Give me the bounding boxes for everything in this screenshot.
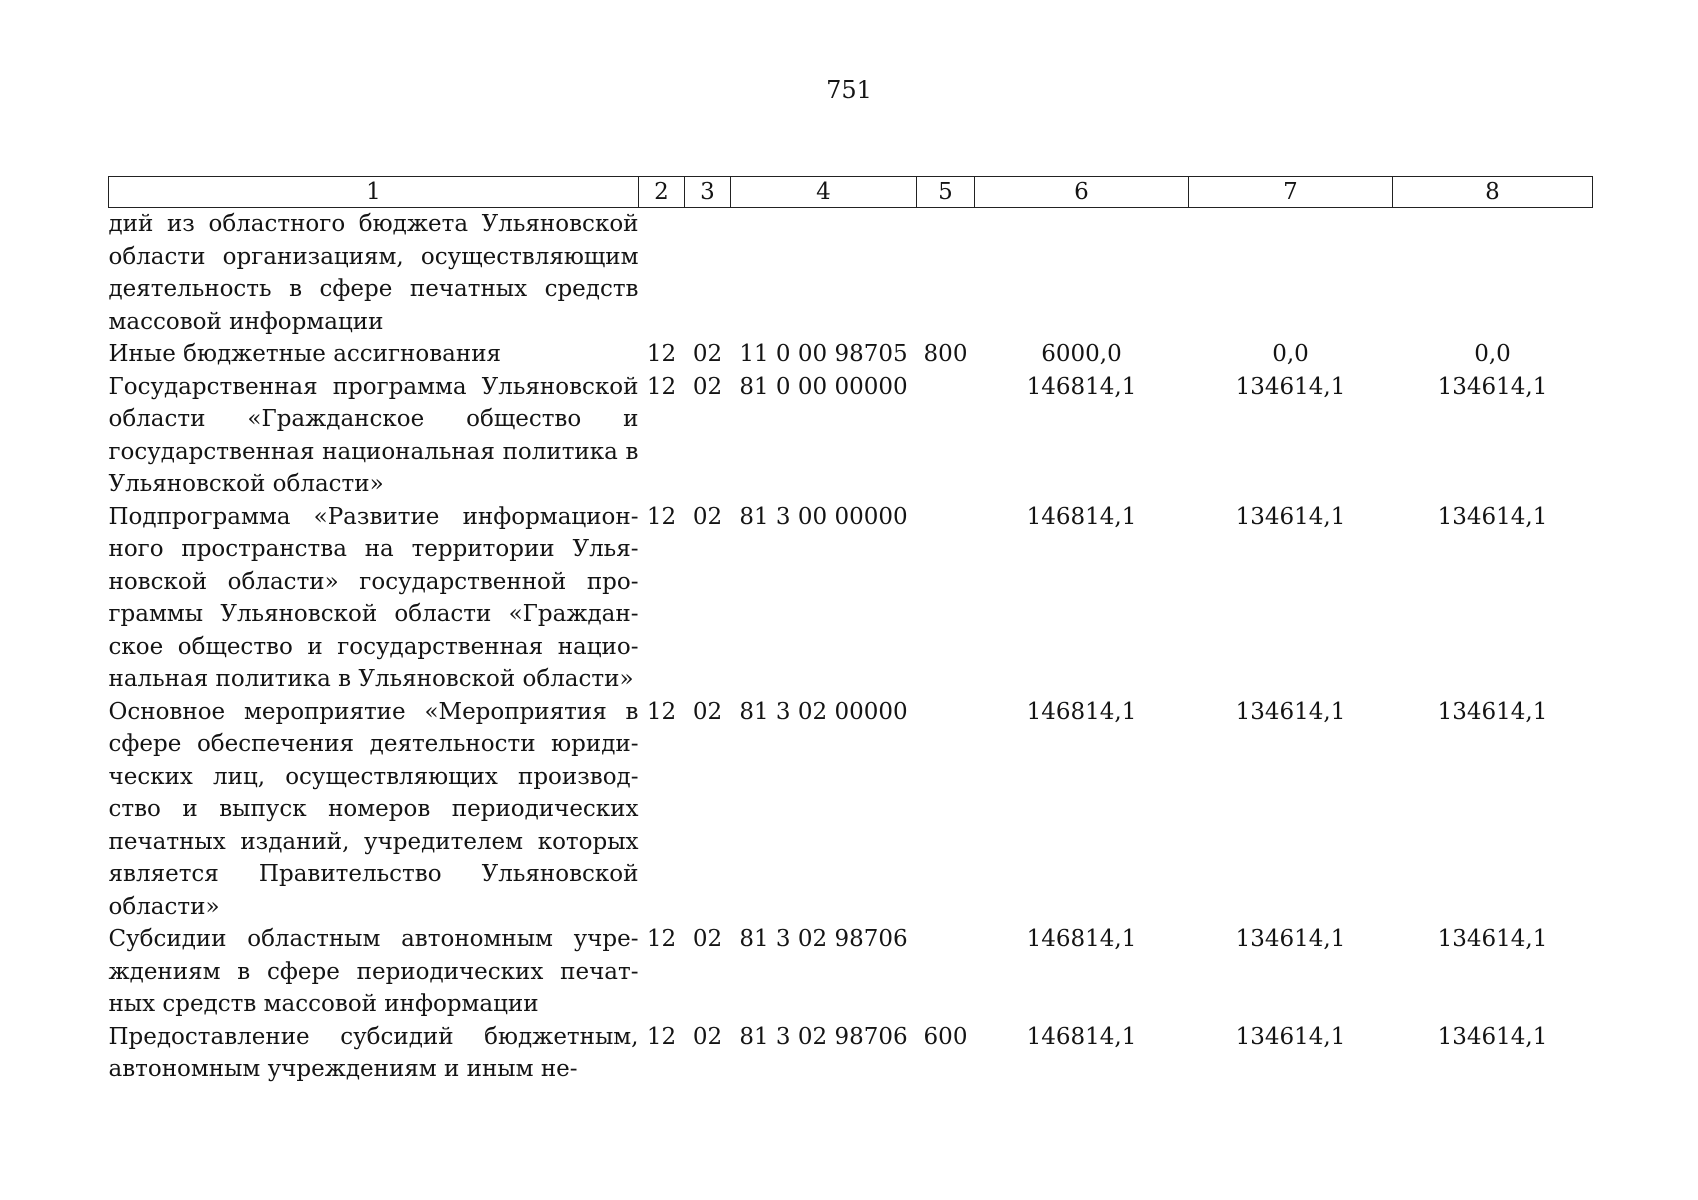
row-amount-year1: 146814,1 [1026, 503, 1137, 530]
row-section: 12 [646, 698, 677, 725]
row-amount-year2: 134614,1 [1235, 926, 1346, 952]
row-subsection: 02 [692, 373, 723, 400]
row-subsection: 02 [692, 341, 723, 367]
row-subsection: 02 [692, 926, 723, 952]
header-col-4: 4 [731, 177, 917, 208]
table-row [109, 338, 1593, 371]
row-expense-type [917, 501, 975, 696]
row-amount-year2: 134614,1 [1235, 1023, 1346, 1050]
row-amount-year3: 134614,1 [1437, 503, 1548, 530]
row-subsection: 02 [692, 698, 723, 725]
row-amount-year1: 146814,1 [1026, 926, 1137, 952]
header-col-1: 1 [109, 177, 639, 208]
row-amount-year2: 0,0 [1272, 341, 1309, 367]
row-target-code: 11 0 00 98705 [739, 341, 908, 367]
header-col-2: 2 [639, 177, 685, 208]
row-amount-year2: 134614,1 [1235, 698, 1346, 725]
row-subsection: 02 [692, 1023, 723, 1050]
row-target-code: 81 3 02 00000 [739, 698, 908, 725]
row-subsection [685, 208, 731, 339]
table-row [109, 371, 1593, 501]
row-amount-year1 [975, 208, 1189, 339]
header-col-7: 7 [1189, 177, 1393, 208]
row-expense-type: 600 [923, 1023, 968, 1050]
header-row [109, 177, 1593, 208]
table-row [109, 923, 1593, 1021]
row-description: Предоставление субсидий бюджетным, автономным учреждениям и иным не- [108, 1023, 639, 1082]
row-expense-type [917, 208, 975, 339]
row-description: Субсидии областным автономным учреждениям в сфере периодических печатных средств массовой информации [108, 926, 639, 1017]
row-subsection: 02 [692, 503, 723, 530]
row-amount-year3: 134614,1 [1437, 926, 1548, 952]
row-target-code: 81 3 02 98706 [739, 1023, 908, 1050]
row-amount-year2: 134614,1 [1235, 503, 1346, 530]
row-expense-type: 800 [923, 341, 968, 367]
row-description: Подпрограмма «Развитие информационного пространства на территории Ульяновской области» государственной программы Ульяновской области «Гражданское общество и государственная национальная политика в Ульяновской области» [108, 503, 639, 692]
row-amount-year3: 134614,1 [1437, 373, 1548, 400]
row-amount-year1: 6000,0 [1041, 341, 1122, 367]
row-amount-year2: 134614,1 [1235, 373, 1346, 400]
row-target-code: 81 0 00 00000 [739, 373, 908, 400]
row-section: 12 [646, 926, 677, 952]
row-amount-year3: 134614,1 [1437, 698, 1548, 725]
row-amount-year3: 134614,1 [1437, 1023, 1548, 1050]
row-description: Иные бюджетные ассигнования [108, 341, 502, 367]
header-col-5: 5 [917, 177, 975, 208]
row-section: 12 [646, 341, 677, 367]
row-target-code: 81 3 02 98706 [739, 926, 908, 952]
row-target-code [731, 208, 917, 339]
row-expense-type [917, 696, 975, 924]
page-number: 751 [826, 76, 872, 104]
row-amount-year1: 146814,1 [1026, 373, 1137, 400]
header-col-3: 3 [685, 177, 731, 208]
header-col-8: 8 [1393, 177, 1593, 208]
row-description: дий из областного бюджета Ульяновской области организациям, осуществляющим деятельность в сфере печатных средств массовой информации [108, 211, 639, 335]
row-amount-year3 [1393, 208, 1593, 339]
row-section [639, 208, 685, 339]
row-description: Основное мероприятие «Мероприятия в сфере обеспечения деятельности юридических лиц, осуществляющих производство и выпуск номеров периодических печатных изданий, учредителем которых является Правительство Ульяновской области» [108, 698, 639, 920]
budget-table [108, 176, 1593, 1086]
row-amount-year1: 146814,1 [1026, 698, 1137, 725]
table-row [109, 501, 1593, 696]
row-target-code: 81 3 00 00000 [739, 503, 908, 530]
row-expense-type [917, 371, 975, 501]
table-row [109, 208, 1593, 339]
row-section: 12 [646, 373, 677, 400]
row-description: Государственная программа Ульяновской области «Гражданское общество и государственная национальная политика в Ульяновской области» [108, 373, 639, 497]
row-section: 12 [646, 503, 677, 530]
header-col-6: 6 [975, 177, 1189, 208]
row-expense-type [917, 923, 975, 1021]
row-amount-year1: 146814,1 [1026, 1023, 1137, 1050]
table-row [109, 696, 1593, 924]
row-amount-year2 [1189, 208, 1393, 339]
row-section: 12 [646, 1023, 677, 1050]
table-row [109, 1021, 1593, 1086]
row-amount-year3: 0,0 [1474, 341, 1511, 367]
